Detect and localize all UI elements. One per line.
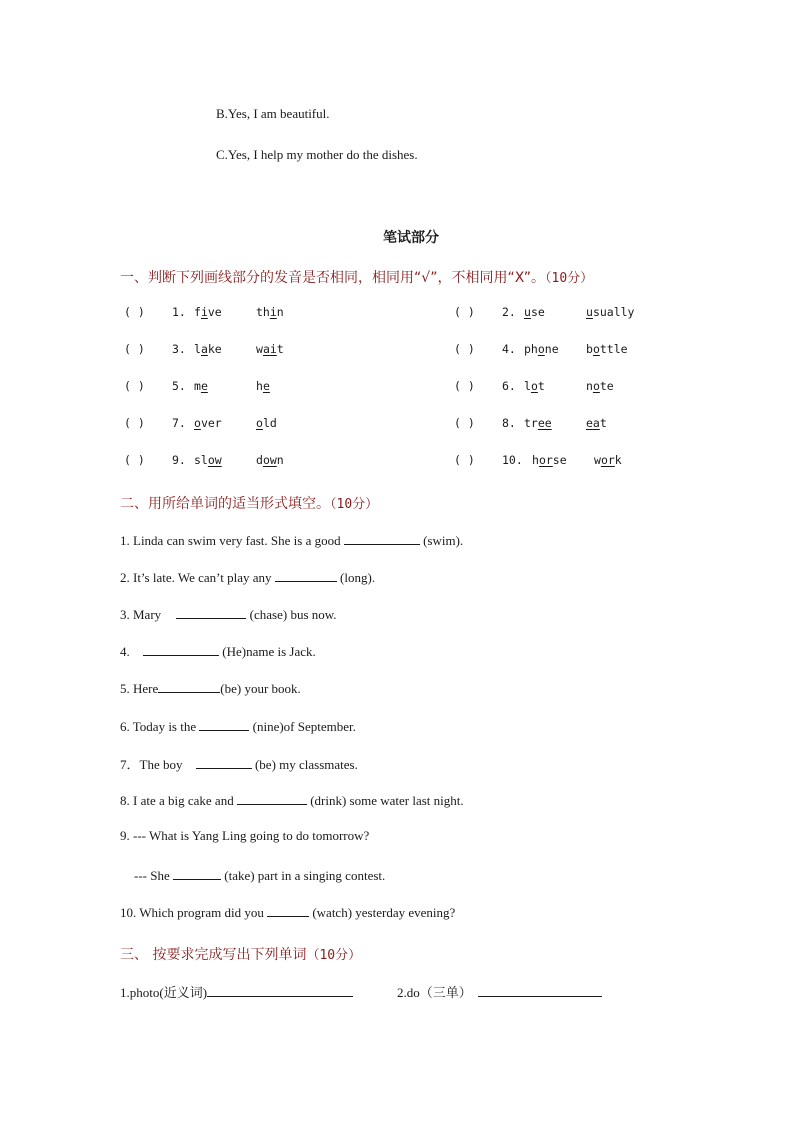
phonics-item-6 xyxy=(454,379,614,393)
word-part: ne xyxy=(544,342,559,356)
word-part: n xyxy=(276,305,284,319)
question-hint: (be) my classmates. xyxy=(251,757,358,772)
phonics-item-1 xyxy=(124,305,284,319)
section2-score: （10分） xyxy=(330,497,379,512)
answer-blank[interactable] xyxy=(173,866,221,880)
item-number: 10. xyxy=(502,453,523,467)
section2-title: 二、用所给单词的适当形式填空。 xyxy=(120,496,330,512)
answer-bracket[interactable]: ( ) xyxy=(124,342,145,356)
phonics-item-2 xyxy=(454,305,634,319)
underlined-letters: e xyxy=(200,379,208,393)
underlined-letters: ea xyxy=(586,416,600,430)
fill-question-4 xyxy=(120,642,316,660)
answer-blank[interactable] xyxy=(199,717,249,731)
fill-question-2 xyxy=(120,568,375,586)
fill-question-7 xyxy=(120,754,358,773)
word-part: sl xyxy=(194,453,208,467)
phonics-item-8 xyxy=(454,416,607,430)
word-part: l xyxy=(524,379,531,393)
section3-title: 三、 按要求完成写出下列单词 xyxy=(120,947,307,963)
question-hint: (take) part in a singing contest. xyxy=(221,868,386,883)
first-word xyxy=(524,416,586,430)
word-part: h xyxy=(532,453,539,467)
question-text: --- She xyxy=(134,868,173,883)
question-hint: (be) your book. xyxy=(220,681,301,696)
question-hint: (chase) bus now. xyxy=(246,607,337,622)
section1-title-middle: ”，不相同用“ xyxy=(430,270,515,286)
underlined-letters: i xyxy=(269,305,277,319)
second-word xyxy=(586,416,607,430)
answer-bracket[interactable]: ( ) xyxy=(454,379,475,393)
question-text: 5. Here xyxy=(120,681,159,696)
fill-question-3 xyxy=(120,605,337,623)
word-part: n xyxy=(586,379,593,393)
word-part: l xyxy=(194,342,201,356)
word-part: k xyxy=(614,453,622,467)
item-number: 5. xyxy=(172,379,186,393)
section1-score: （10分） xyxy=(545,271,594,286)
phonics-item-5 xyxy=(124,379,270,393)
underlined-letters: o xyxy=(256,416,263,430)
fill-question-9: 9. --- What is Yang Ling going to do tomorrow? xyxy=(120,828,370,843)
question-text: 2.do（三单） xyxy=(397,985,472,1000)
word-part: ph xyxy=(524,342,538,356)
item-number: 7. xyxy=(172,416,186,430)
second-word xyxy=(586,379,614,393)
answer-blank[interactable] xyxy=(267,903,309,917)
answer-blank[interactable] xyxy=(237,791,307,805)
answer-bracket[interactable]: ( ) xyxy=(454,416,475,430)
word-part: ld xyxy=(262,416,277,430)
fill-question-5 xyxy=(120,679,301,697)
underlined-letters: or xyxy=(538,453,553,467)
word-part: ttle xyxy=(599,342,628,356)
word-part: f xyxy=(194,305,201,319)
fill-question-6 xyxy=(120,717,356,735)
section3-heading xyxy=(120,944,361,964)
fill-question-1 xyxy=(120,531,463,549)
item-number: 2. xyxy=(502,305,516,319)
second-word xyxy=(256,342,284,356)
section1-title-end: ”。 xyxy=(523,270,545,286)
answer-bracket[interactable]: ( ) xyxy=(124,416,145,430)
answer-blank[interactable] xyxy=(478,983,602,997)
phonics-item-9 xyxy=(124,453,284,467)
word-part: d xyxy=(256,453,263,467)
underlined-letters: o xyxy=(537,342,545,356)
word-part: b xyxy=(586,342,593,356)
section1-title: 一、判断下列画线部分的发音是否相同，相同用“ xyxy=(120,270,422,286)
question-hint: (watch) yesterday evening? xyxy=(309,905,456,920)
section3-score: （10分） xyxy=(306,948,362,963)
underlined-letters: i xyxy=(200,305,208,319)
first-word xyxy=(194,379,256,393)
question-hint: (swim). xyxy=(419,533,464,548)
answer-bracket[interactable]: ( ) xyxy=(124,305,145,319)
phonics-item-4 xyxy=(454,342,628,356)
item-number: 4. xyxy=(502,342,516,356)
word-part: ke xyxy=(207,342,222,356)
word-part: se xyxy=(530,305,545,319)
word-part: w xyxy=(256,342,263,356)
underlined-letters: a xyxy=(200,342,208,356)
question-hint: (He)name is Jack. xyxy=(219,644,316,659)
answer-blank[interactable] xyxy=(207,983,353,997)
word-part: tr xyxy=(524,416,538,430)
second-word xyxy=(256,305,284,319)
check-mark: √ xyxy=(421,270,431,286)
phonics-item-3 xyxy=(124,342,284,356)
underlined-letters: e xyxy=(262,379,270,393)
answer-blank[interactable] xyxy=(275,568,337,582)
section2-heading xyxy=(120,493,378,513)
answer-blank[interactable] xyxy=(143,642,219,656)
word-part: sually xyxy=(592,305,635,319)
fill-question-9-answer xyxy=(134,866,385,884)
second-word xyxy=(586,342,628,356)
question-hint: (nine)of September. xyxy=(249,719,356,734)
item-number: 9. xyxy=(172,453,186,467)
answer-blank[interactable] xyxy=(344,531,420,545)
second-word xyxy=(256,453,284,467)
underlined-letters: o xyxy=(194,416,201,430)
word-part: m xyxy=(194,379,201,393)
cross-mark: X xyxy=(514,270,524,286)
question-text: 7．The boy xyxy=(120,757,186,772)
word-part: t xyxy=(599,416,607,430)
first-word xyxy=(194,453,256,467)
underlined-letters: or xyxy=(600,453,615,467)
item-number: 1. xyxy=(172,305,186,319)
answer-bracket[interactable]: ( ) xyxy=(454,453,475,467)
item-number: 3. xyxy=(172,342,186,356)
word-part: se xyxy=(552,453,567,467)
underlined-letters: o xyxy=(530,379,538,393)
underlined-letters: ow xyxy=(262,453,277,467)
word-part: ver xyxy=(200,416,222,430)
word-part: h xyxy=(256,379,263,393)
written-section-title: 笔试部分 xyxy=(383,230,439,246)
question-text: 3. Mary xyxy=(120,607,165,622)
word-question-2 xyxy=(397,982,602,1001)
first-word xyxy=(524,342,586,356)
word-part: ve xyxy=(207,305,222,319)
second-word xyxy=(256,379,270,393)
word-part: t xyxy=(537,379,545,393)
item-number: 6. xyxy=(502,379,516,393)
second-word xyxy=(586,305,634,319)
word-part: n xyxy=(276,453,284,467)
first-word xyxy=(194,305,256,319)
underlined-letters: ee xyxy=(537,416,552,430)
answer-blank[interactable] xyxy=(158,679,220,693)
option-b: B.Yes, I am beautiful. xyxy=(216,106,330,121)
word-part: t xyxy=(276,342,284,356)
question-text: 6. Today is the xyxy=(120,719,200,734)
fill-question-8 xyxy=(120,791,464,809)
phonics-item-7 xyxy=(124,416,277,430)
option-c: C.Yes, I help my mother do the dishes. xyxy=(216,147,418,162)
question-text: 1.photo(近义词) xyxy=(120,985,208,1000)
word-part: w xyxy=(594,453,601,467)
answer-bracket[interactable]: ( ) xyxy=(124,379,145,393)
second-word xyxy=(594,453,622,467)
first-word xyxy=(524,379,586,393)
first-word xyxy=(524,305,586,319)
word-part: th xyxy=(256,305,270,319)
fill-question-10 xyxy=(120,903,455,921)
answer-blank[interactable] xyxy=(196,755,252,769)
word-question-1 xyxy=(120,982,353,1001)
item-number: 8. xyxy=(502,416,516,430)
underlined-letters: u xyxy=(586,305,593,319)
question-hint: (drink) some water last night. xyxy=(306,793,464,808)
word-part: te xyxy=(599,379,614,393)
question-text: 1. Linda can swim very fast. She is a good xyxy=(120,533,344,548)
underlined-letters: u xyxy=(524,305,531,319)
underlined-letters: ow xyxy=(207,453,222,467)
section1-heading xyxy=(120,267,593,287)
underlined-letters: ai xyxy=(262,342,277,356)
answer-bracket[interactable]: ( ) xyxy=(124,453,145,467)
question-text: 8. I ate a big cake and xyxy=(120,793,237,808)
second-word xyxy=(256,416,277,430)
first-word xyxy=(194,416,256,430)
answer-bracket[interactable]: ( ) xyxy=(454,305,475,319)
question-text: 10. Which program did you xyxy=(120,905,268,920)
answer-blank[interactable] xyxy=(176,605,246,619)
underlined-letters: o xyxy=(592,379,600,393)
underlined-letters: o xyxy=(592,342,600,356)
question-text: 4. xyxy=(120,644,133,659)
question-hint: (long). xyxy=(336,570,376,585)
question-text: 2. It’s late. We can’t play any xyxy=(120,570,275,585)
first-word xyxy=(532,453,594,467)
answer-bracket[interactable]: ( ) xyxy=(454,342,475,356)
first-word xyxy=(194,342,256,356)
phonics-item-10 xyxy=(454,453,622,467)
